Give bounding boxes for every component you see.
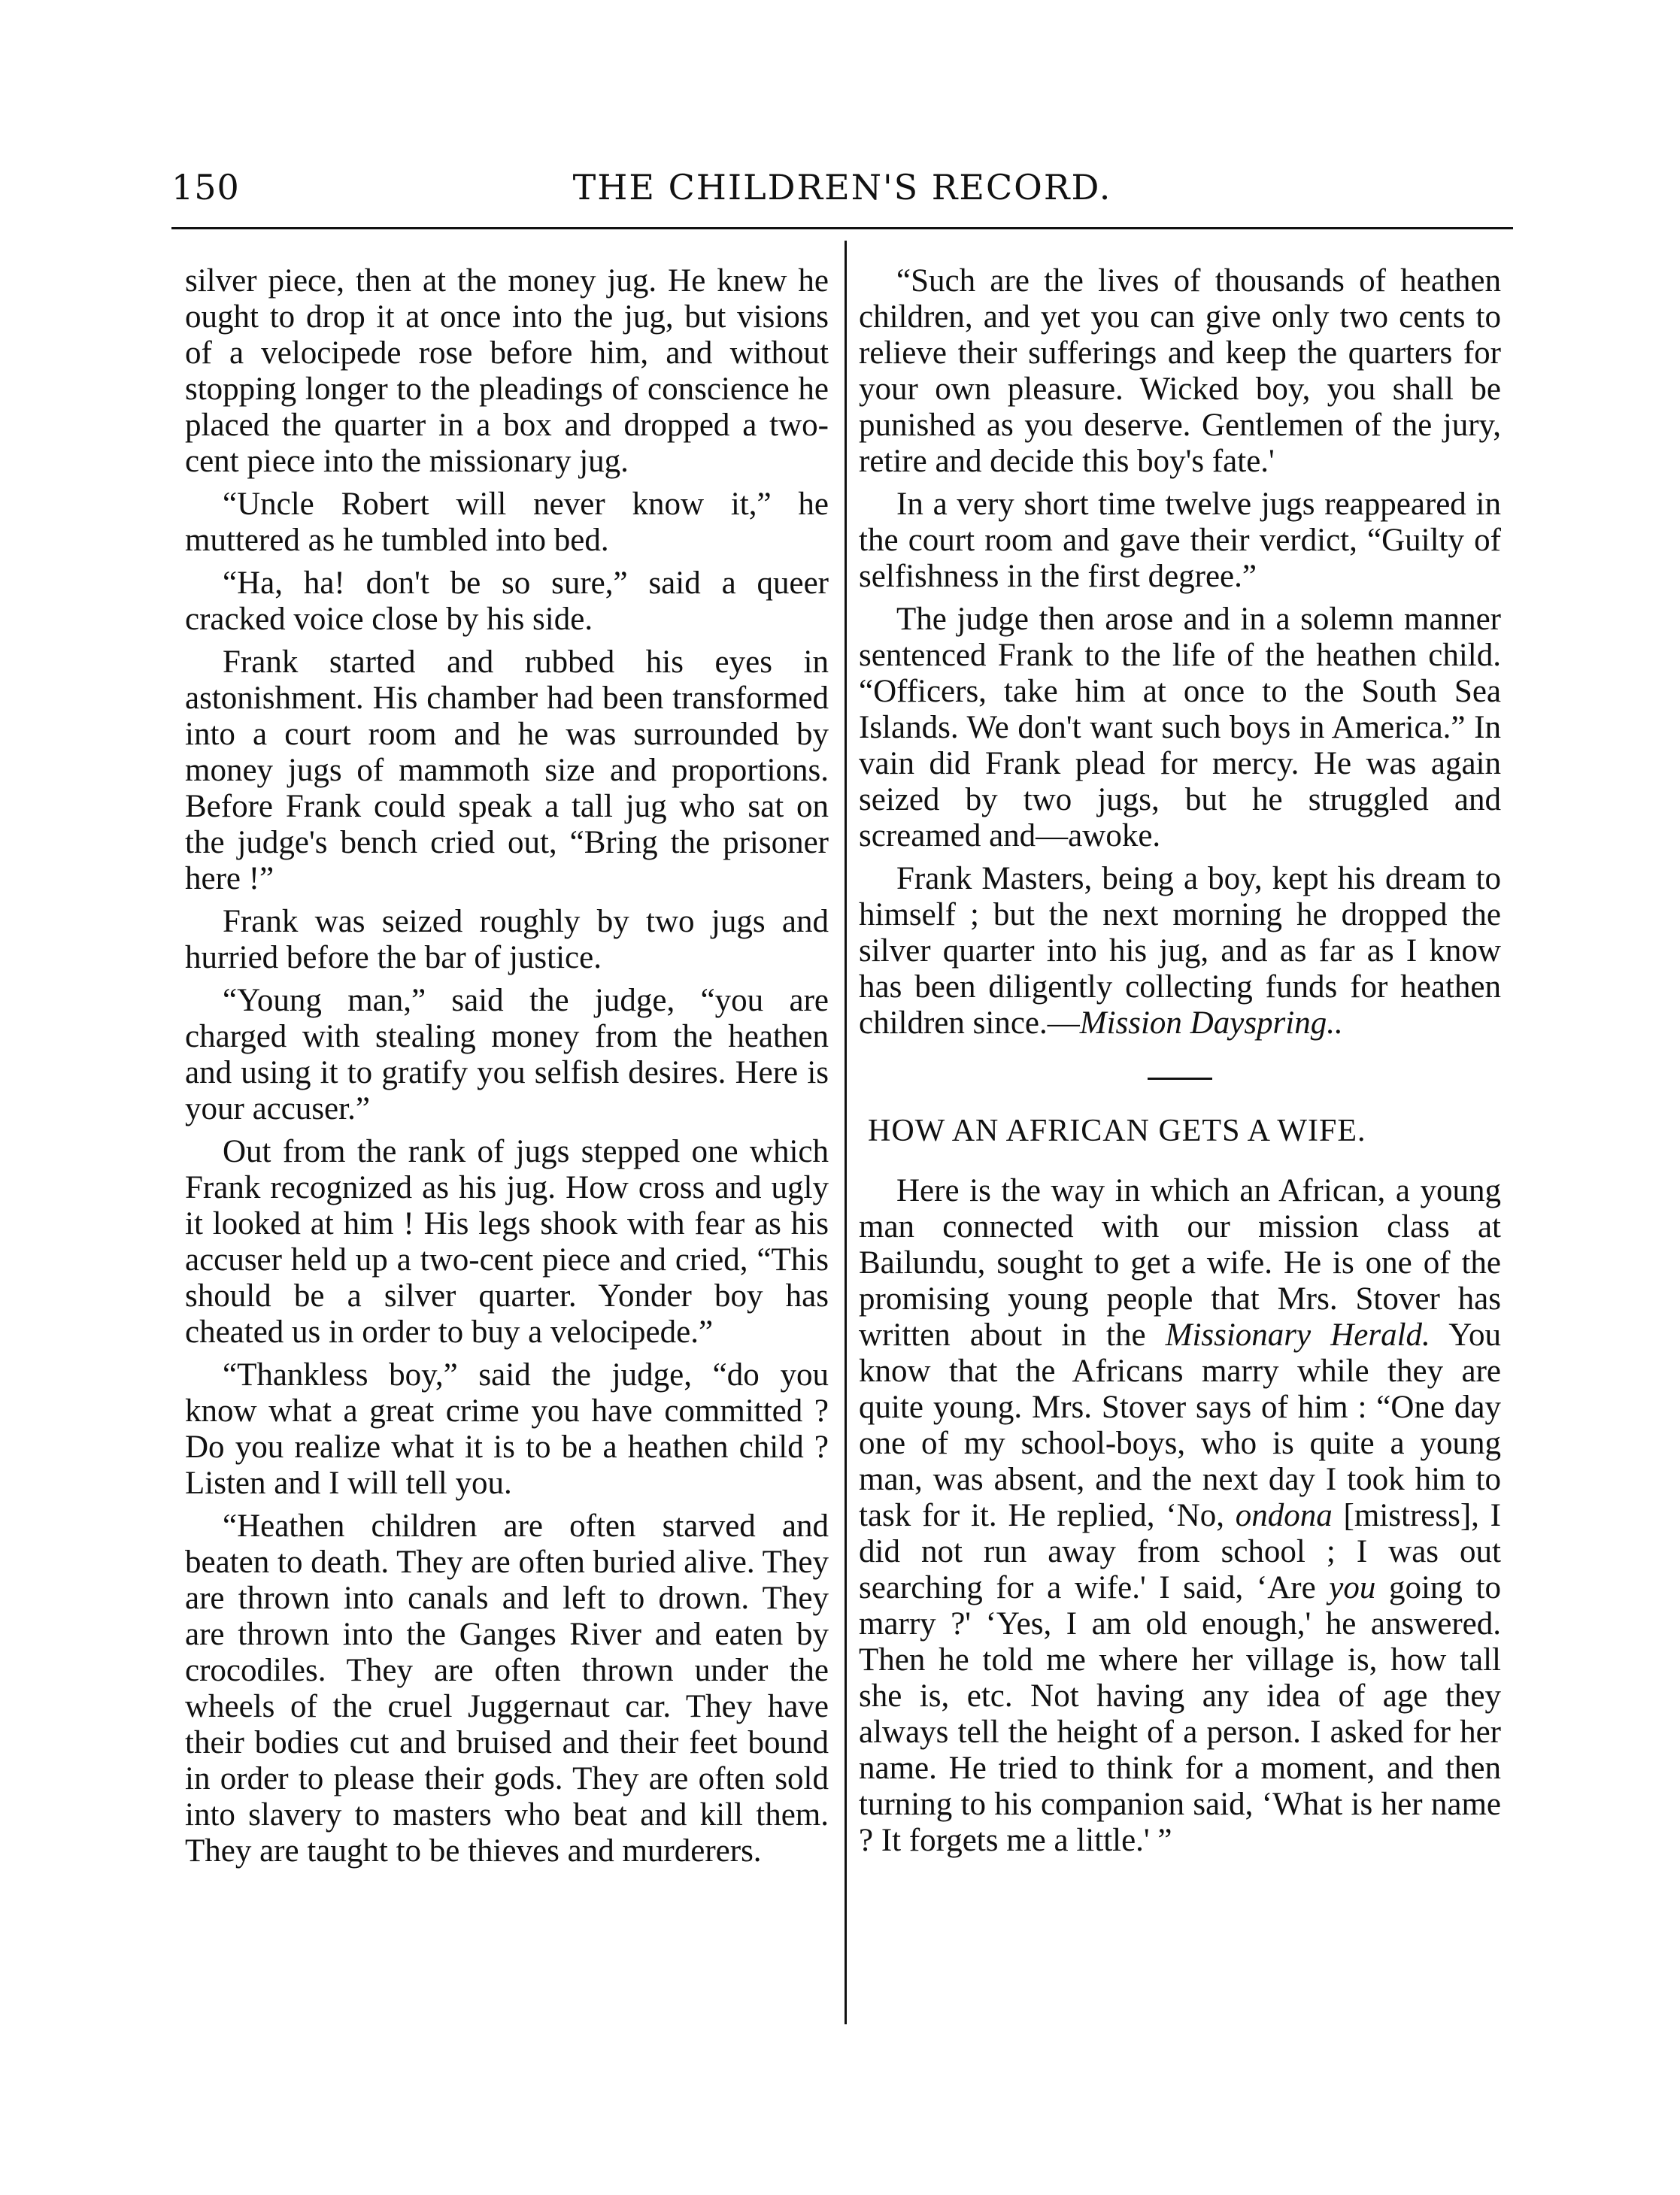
paragraph: “Ha, ha! don't be so sure,” said a queer cracked voice close by his side. xyxy=(185,565,829,637)
text-run: going to marry ?' ‘Yes, I am old enough,' he answered. Then he told me where her village is, how tall she is, etc. Not having any idea of age they always tell the height of a person. I asked for her name. He tried to think for a moment, and then turning to his companion said, ‘What is her name ? It forgets me a little.' ” xyxy=(859,1570,1501,1858)
text-run: Here is the way in which an African, a young man connected with our mission class at Bailundu, sought to get a wife. He is one of the promising young people that Mrs. Stover has written about in the xyxy=(859,1173,1501,1353)
italic-run: you xyxy=(1329,1570,1376,1605)
paragraph: Frank was seized roughly by two jugs and hurried before the bar of justice. xyxy=(185,904,829,975)
final-paragraph-text: Frank Masters, being a boy, kept his dream to himself ; but the next morning he dropped the silver quarter into his jug, and as far as I know has been diligently collecting funds for heathen children since.— xyxy=(859,861,1501,1041)
paragraph: “Heathen children are often starved and beaten to death. They are often buried alive. They are thrown into canals and left to drown. They are thrown into the Ganges River and eaten by crocodiles. They are often thrown under the wheels of the cruel Juggernaut car. They have their bodies cut and bruised and their feet bound in order to please their gods. They are often sold into slavery to masters who beat and kill them. They are taught to be thieves and murderers. xyxy=(185,1508,829,1869)
paragraph: Frank started and rubbed his eyes in astonishment. His chamber had been transformed into a court room and he was surrounded by money jugs of mammoth size and proportions. Before Frank could speak a tall jug who sat on the judge's bench cried out, “Bring the prisoner here !” xyxy=(185,644,829,896)
paragraph: In a very short time twelve jugs reappeared in the court room and gave their verdict, “Guilty of selfishness in the first degree.” xyxy=(859,487,1501,594)
column-rule xyxy=(845,241,847,2024)
text-run: You know that the Africans marry while they are quite young. Mrs. Stover says of him : “One day one of my school-boys, who is quite a young man, was absent, and the next day I took him to task for it. He replied, ‘No, xyxy=(859,1317,1502,1533)
article-heading: HOW AN AFRICAN GETS A WIFE. xyxy=(868,1114,1366,1148)
right-column xyxy=(859,263,1501,1866)
page-header xyxy=(171,167,1513,227)
paragraph: “Thankless boy,” said the judge, “do you know what a great crime you have committed ? Do you realize what it is to be a heathen child ? Listen and I will tell you. xyxy=(185,1357,829,1501)
header-rule xyxy=(171,227,1513,229)
text-run: [mistress], I did not run away from school ; I was out searching for a wife.' I said, ‘Are xyxy=(859,1498,1502,1605)
final-paragraph xyxy=(859,861,1501,1041)
paragraph: silver piece, then at the money jug. He knew he ought to drop it at once into the jug, but visions of a velocipede rose before him, and without stopping longer to the pleadings of conscience he placed the quarter in a box and dropped a two-cent piece into the missionary jug. xyxy=(185,263,829,479)
paragraph: “Young man,” said the judge, “you are charged with stealing money from the heathen and using it to gratify you selfish desires. Here is your accuser.” xyxy=(185,983,829,1126)
page-number: 150 xyxy=(171,167,240,208)
paragraph: “Uncle Robert will never know it,” he muttered as he tumbled into bed. xyxy=(185,487,829,558)
article-paragraph xyxy=(859,1173,1501,1859)
italic-run: ondona xyxy=(1235,1498,1333,1533)
source-attribution: Mission Dayspring.. xyxy=(1079,1005,1343,1041)
left-column xyxy=(185,263,829,1876)
italic-run: Missionary Herald. xyxy=(1165,1317,1430,1353)
paragraph: The judge then arose and in a solemn manner sentenced Frank to the life of the heathen child. “Officers, take him at once to the South Sea Islands. We don't want such boys in America.” In vain did Frank plead for mercy. He was again seized by two jugs, but he struggled and screamed and—awoke. xyxy=(859,602,1501,853)
section-separator xyxy=(1148,1078,1212,1080)
paragraph: Out from the rank of jugs stepped one which Frank recognized as his jug. How cross and ugly it looked at him ! His legs shook with fear as his accuser held up a two-cent piece and cried, “This should be a silver quarter. Yonder boy has cheated us in order to buy a velocipede.” xyxy=(185,1134,829,1350)
paragraph: “Such are the lives of thousands of heathen children, and yet you can give only two cents to relieve their sufferings and keep the quarters for your own pleasure. Wicked boy, you shall be punished as you deserve. Gentlemen of the jury, retire and decide this boy's fate.' xyxy=(859,263,1501,479)
running-title: THE CHILDREN'S RECORD. xyxy=(572,167,1112,208)
